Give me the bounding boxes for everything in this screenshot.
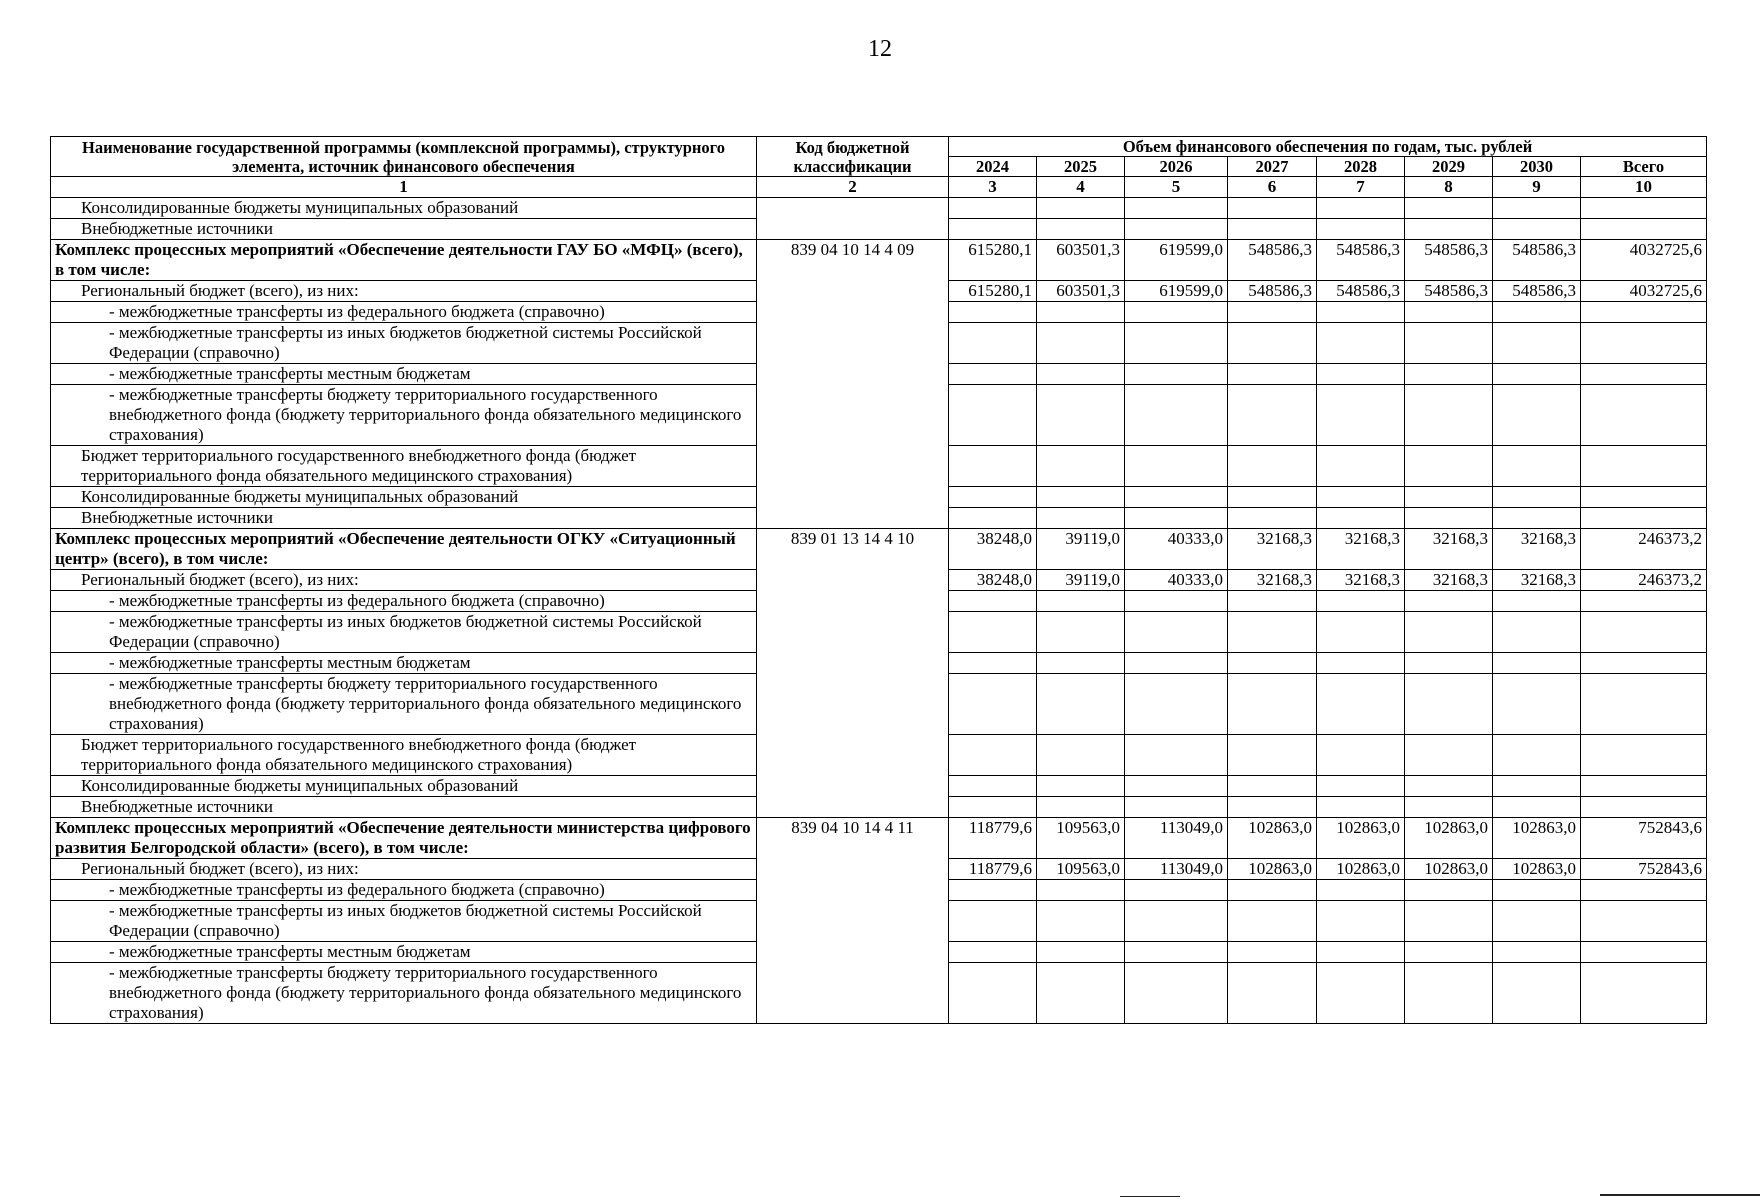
value-year xyxy=(1317,735,1405,776)
value-year xyxy=(1405,591,1493,612)
value-year: 548586,3 xyxy=(1405,281,1493,302)
value-year xyxy=(1037,385,1125,446)
value-year xyxy=(1405,446,1493,487)
value-year xyxy=(1493,302,1581,323)
value-year xyxy=(1405,198,1493,219)
value-year xyxy=(1405,302,1493,323)
value-total xyxy=(1581,674,1707,735)
value-year xyxy=(1405,385,1493,446)
value-year: 113049,0 xyxy=(1125,818,1228,859)
row-name: Региональный бюджет (всего), из них: xyxy=(51,570,757,591)
value-year xyxy=(1317,963,1405,1024)
value-year: 102863,0 xyxy=(1228,859,1317,880)
value-year xyxy=(1317,364,1405,385)
row-name: Комплекс процессных мероприятий «Обеспечение деятельности министерства цифрового развития Белгородской области» (всего), в том числе: xyxy=(51,818,757,859)
value-year: 603501,3 xyxy=(1037,281,1125,302)
year-header: 2030 xyxy=(1493,157,1581,177)
year-header: 2027 xyxy=(1228,157,1317,177)
year-header: 2029 xyxy=(1405,157,1493,177)
year-header: 2026 xyxy=(1125,157,1228,177)
value-year xyxy=(1125,487,1228,508)
value-year xyxy=(1493,364,1581,385)
row-name: Консолидированные бюджеты муниципальных образований xyxy=(51,776,757,797)
value-year: 548586,3 xyxy=(1493,240,1581,281)
value-year xyxy=(1228,591,1317,612)
value-year xyxy=(1405,674,1493,735)
column-number: 2 xyxy=(757,177,949,198)
value-total xyxy=(1581,364,1707,385)
value-year xyxy=(1493,508,1581,529)
row-name: Бюджет территориального государственного внебюджетного фонда (бюджет территориального фонда обязательного медицинского страхования) xyxy=(51,446,757,487)
row-name: - межбюджетные трансферты из иных бюджетов бюджетной системы Российской Федерации (справочно) xyxy=(51,612,757,653)
row-name: - межбюджетные трансферты местным бюджетам xyxy=(51,653,757,674)
value-year xyxy=(1037,219,1125,240)
column-header-code: Код бюджетной классификации xyxy=(757,137,949,177)
value-year xyxy=(1317,323,1405,364)
value-year xyxy=(1317,508,1405,529)
value-year xyxy=(1405,323,1493,364)
row-name: Региональный бюджет (всего), из них: xyxy=(51,281,757,302)
value-year xyxy=(1493,198,1581,219)
value-year xyxy=(949,323,1037,364)
value-year xyxy=(1493,446,1581,487)
value-year xyxy=(1037,776,1125,797)
value-year xyxy=(1405,901,1493,942)
value-year: 118779,6 xyxy=(949,818,1037,859)
value-year xyxy=(1405,880,1493,901)
value-year xyxy=(949,508,1037,529)
column-number: 8 xyxy=(1405,177,1493,198)
footer-rule xyxy=(1600,1194,1760,1196)
row-name: - межбюджетные трансферты бюджету территориального государственного внебюджетного фонда (бюджету территориального фонда обязательного медицинского страхования) xyxy=(51,674,757,735)
value-total: 246373,2 xyxy=(1581,570,1707,591)
value-total xyxy=(1581,901,1707,942)
value-year xyxy=(1493,735,1581,776)
value-year: 38248,0 xyxy=(949,570,1037,591)
value-year xyxy=(1493,963,1581,1024)
value-year xyxy=(1125,219,1228,240)
value-year xyxy=(949,487,1037,508)
row-name: Внебюджетные источники xyxy=(51,797,757,818)
value-year xyxy=(1405,364,1493,385)
value-year xyxy=(1317,797,1405,818)
value-total xyxy=(1581,880,1707,901)
table-body xyxy=(51,198,1707,1024)
value-year: 38248,0 xyxy=(949,529,1037,570)
budget-code: 839 04 10 14 4 11 xyxy=(757,818,949,1024)
value-year xyxy=(949,942,1037,963)
page-number: 12 xyxy=(868,36,892,62)
budget-code xyxy=(757,198,949,240)
value-year: 619599,0 xyxy=(1125,281,1228,302)
financing-table xyxy=(50,136,1707,1024)
value-year xyxy=(1405,797,1493,818)
row-name: Комплекс процессных мероприятий «Обеспечение деятельности ГАУ БО «МФЦ» (всего), в том числе: xyxy=(51,240,757,281)
budget-code: 839 04 10 14 4 09 xyxy=(757,240,949,529)
value-year xyxy=(1317,653,1405,674)
year-header: 2024 xyxy=(949,157,1037,177)
value-year xyxy=(1125,901,1228,942)
value-year xyxy=(1405,735,1493,776)
value-year: 113049,0 xyxy=(1125,859,1228,880)
value-year xyxy=(1037,591,1125,612)
header-row-top xyxy=(51,137,1707,157)
value-year xyxy=(1228,901,1317,942)
value-year xyxy=(949,385,1037,446)
table-row xyxy=(51,529,1707,570)
value-total xyxy=(1581,735,1707,776)
value-year xyxy=(949,901,1037,942)
value-total xyxy=(1581,198,1707,219)
value-total: 752843,6 xyxy=(1581,859,1707,880)
value-year xyxy=(1125,302,1228,323)
value-year xyxy=(1037,674,1125,735)
value-year: 32168,3 xyxy=(1228,570,1317,591)
value-total xyxy=(1581,963,1707,1024)
value-total: 4032725,6 xyxy=(1581,240,1707,281)
value-year xyxy=(1493,591,1581,612)
row-name: - межбюджетные трансферты из федерального бюджета (справочно) xyxy=(51,591,757,612)
column-number: 7 xyxy=(1317,177,1405,198)
column-number: 5 xyxy=(1125,177,1228,198)
row-name: Внебюджетные источники xyxy=(51,508,757,529)
value-year xyxy=(1228,776,1317,797)
value-year: 32168,3 xyxy=(1493,529,1581,570)
value-year: 102863,0 xyxy=(1493,818,1581,859)
value-year xyxy=(1228,219,1317,240)
value-year xyxy=(1317,942,1405,963)
value-year xyxy=(1405,219,1493,240)
value-year xyxy=(1228,653,1317,674)
value-year xyxy=(1228,323,1317,364)
value-year: 32168,3 xyxy=(1405,570,1493,591)
value-year xyxy=(1037,302,1125,323)
value-year xyxy=(1317,198,1405,219)
value-year: 615280,1 xyxy=(949,281,1037,302)
value-year xyxy=(949,591,1037,612)
row-name: Внебюджетные источники xyxy=(51,219,757,240)
value-year xyxy=(1228,735,1317,776)
value-year xyxy=(1317,446,1405,487)
value-year xyxy=(1493,385,1581,446)
value-total xyxy=(1581,797,1707,818)
value-year xyxy=(949,302,1037,323)
value-total xyxy=(1581,323,1707,364)
value-total: 246373,2 xyxy=(1581,529,1707,570)
value-year xyxy=(949,674,1037,735)
value-year xyxy=(1125,508,1228,529)
value-year: 102863,0 xyxy=(1493,859,1581,880)
value-year: 109563,0 xyxy=(1037,818,1125,859)
value-year xyxy=(1405,508,1493,529)
row-name: Региональный бюджет (всего), из них: xyxy=(51,859,757,880)
year-header: Всего xyxy=(1581,157,1707,177)
table-row xyxy=(51,198,1707,219)
value-year xyxy=(1125,612,1228,653)
value-total: 752843,6 xyxy=(1581,818,1707,859)
value-total xyxy=(1581,302,1707,323)
value-year xyxy=(1493,653,1581,674)
value-year xyxy=(1228,364,1317,385)
value-year xyxy=(1493,674,1581,735)
value-year xyxy=(1037,198,1125,219)
value-total xyxy=(1581,591,1707,612)
value-year: 40333,0 xyxy=(1125,529,1228,570)
value-year xyxy=(1228,612,1317,653)
value-year xyxy=(1317,487,1405,508)
value-year xyxy=(1405,653,1493,674)
value-year: 548586,3 xyxy=(1405,240,1493,281)
table-row xyxy=(51,818,1707,859)
value-year xyxy=(1228,942,1317,963)
row-name: Комплекс процессных мероприятий «Обеспечение деятельности ОГКУ «Ситуационный центр» (всего), в том числе: xyxy=(51,529,757,570)
column-number: 3 xyxy=(949,177,1037,198)
column-number: 4 xyxy=(1037,177,1125,198)
row-name: - межбюджетные трансферты местным бюджетам xyxy=(51,364,757,385)
value-year xyxy=(1125,776,1228,797)
value-year xyxy=(1037,880,1125,901)
value-year xyxy=(1037,942,1125,963)
value-year: 32168,3 xyxy=(1317,529,1405,570)
value-year xyxy=(1037,487,1125,508)
value-total xyxy=(1581,942,1707,963)
row-name: - межбюджетные трансферты из иных бюджетов бюджетной системы Российской Федерации (справочно) xyxy=(51,901,757,942)
value-year xyxy=(1228,385,1317,446)
value-year: 40333,0 xyxy=(1125,570,1228,591)
value-year: 102863,0 xyxy=(1317,818,1405,859)
value-year xyxy=(1493,323,1581,364)
value-year: 102863,0 xyxy=(1405,818,1493,859)
row-name: Бюджет территориального государственного внебюджетного фонда (бюджет территориального фонда обязательного медицинского страхования) xyxy=(51,735,757,776)
value-year xyxy=(1228,674,1317,735)
value-year xyxy=(949,612,1037,653)
value-year xyxy=(1405,612,1493,653)
row-name: - межбюджетные трансферты из федерального бюджета (справочно) xyxy=(51,302,757,323)
value-year xyxy=(1228,487,1317,508)
value-year: 39119,0 xyxy=(1037,529,1125,570)
row-name: - межбюджетные трансферты из иных бюджетов бюджетной системы Российской Федерации (справочно) xyxy=(51,323,757,364)
value-year xyxy=(1493,219,1581,240)
value-year: 39119,0 xyxy=(1037,570,1125,591)
value-year xyxy=(1037,323,1125,364)
value-year xyxy=(1125,591,1228,612)
value-year xyxy=(1228,302,1317,323)
value-year: 32168,3 xyxy=(1405,529,1493,570)
year-header: 2025 xyxy=(1037,157,1125,177)
value-total xyxy=(1581,612,1707,653)
value-year: 102863,0 xyxy=(1317,859,1405,880)
value-year: 603501,3 xyxy=(1037,240,1125,281)
value-year xyxy=(1125,963,1228,1024)
value-year xyxy=(949,198,1037,219)
value-year xyxy=(1125,797,1228,818)
value-year: 32168,3 xyxy=(1228,529,1317,570)
value-year xyxy=(1317,674,1405,735)
value-year xyxy=(949,653,1037,674)
value-year xyxy=(949,963,1037,1024)
value-year xyxy=(1493,942,1581,963)
value-year xyxy=(949,735,1037,776)
value-year xyxy=(949,880,1037,901)
value-year xyxy=(1493,901,1581,942)
value-year xyxy=(1037,963,1125,1024)
value-year xyxy=(1125,653,1228,674)
value-year xyxy=(1317,901,1405,942)
value-year xyxy=(1228,797,1317,818)
value-year xyxy=(1493,797,1581,818)
value-year xyxy=(1125,942,1228,963)
column-number: 10 xyxy=(1581,177,1707,198)
value-year xyxy=(949,219,1037,240)
value-total xyxy=(1581,653,1707,674)
column-number: 6 xyxy=(1228,177,1317,198)
value-year xyxy=(1228,508,1317,529)
column-number: 9 xyxy=(1493,177,1581,198)
value-year xyxy=(1317,302,1405,323)
value-year xyxy=(1037,508,1125,529)
value-year xyxy=(1405,776,1493,797)
value-year: 548586,3 xyxy=(1228,281,1317,302)
value-year xyxy=(1037,612,1125,653)
value-total xyxy=(1581,385,1707,446)
value-total xyxy=(1581,508,1707,529)
value-year: 32168,3 xyxy=(1317,570,1405,591)
value-year: 615280,1 xyxy=(949,240,1037,281)
value-year xyxy=(949,776,1037,797)
value-year xyxy=(1317,591,1405,612)
value-year xyxy=(1125,198,1228,219)
value-total xyxy=(1581,487,1707,508)
column-header-volume: Объем финансового обеспечения по годам, тыс. рублей xyxy=(949,137,1707,157)
value-year xyxy=(1317,880,1405,901)
value-year xyxy=(949,446,1037,487)
value-year xyxy=(1317,776,1405,797)
value-year xyxy=(1493,776,1581,797)
value-year: 32168,3 xyxy=(1493,570,1581,591)
row-name: - межбюджетные трансферты бюджету территориального государственного внебюджетного фонда (бюджету территориального фонда обязательного медицинского страхования) xyxy=(51,385,757,446)
row-name: Консолидированные бюджеты муниципальных образований xyxy=(51,198,757,219)
value-year xyxy=(1125,735,1228,776)
value-year xyxy=(1037,364,1125,385)
row-name: Консолидированные бюджеты муниципальных образований xyxy=(51,487,757,508)
value-year xyxy=(1228,446,1317,487)
value-year xyxy=(1125,880,1228,901)
column-header-name: Наименование государственной программы (комплексной программы), структурного элемента, источник финансового обеспечения xyxy=(51,137,757,177)
year-header: 2028 xyxy=(1317,157,1405,177)
column-number: 1 xyxy=(51,177,757,198)
value-year xyxy=(1125,364,1228,385)
value-total: 4032725,6 xyxy=(1581,281,1707,302)
value-year xyxy=(1125,674,1228,735)
value-year xyxy=(1125,385,1228,446)
value-year: 548586,3 xyxy=(1228,240,1317,281)
value-year xyxy=(1037,653,1125,674)
value-year xyxy=(1405,487,1493,508)
value-year xyxy=(1228,963,1317,1024)
value-year: 548586,3 xyxy=(1317,281,1405,302)
row-name: - межбюджетные трансферты местным бюджетам xyxy=(51,942,757,963)
value-year: 109563,0 xyxy=(1037,859,1125,880)
value-year: 102863,0 xyxy=(1405,859,1493,880)
value-year xyxy=(1037,797,1125,818)
header-row-numbers xyxy=(51,177,1707,198)
value-year xyxy=(949,364,1037,385)
value-year: 118779,6 xyxy=(949,859,1037,880)
value-year: 102863,0 xyxy=(1228,818,1317,859)
value-year xyxy=(1228,198,1317,219)
footer-rule xyxy=(1120,1196,1180,1197)
value-total xyxy=(1581,446,1707,487)
value-year xyxy=(1493,880,1581,901)
value-year xyxy=(1405,963,1493,1024)
row-name: - межбюджетные трансферты из федерального бюджета (справочно) xyxy=(51,880,757,901)
row-name: - межбюджетные трансферты бюджету территориального государственного внебюджетного фонда (бюджету территориального фонда обязательного медицинского страхования) xyxy=(51,963,757,1024)
value-year xyxy=(949,797,1037,818)
value-year xyxy=(1493,487,1581,508)
value-year xyxy=(1317,612,1405,653)
value-total xyxy=(1581,219,1707,240)
budget-code: 839 01 13 14 4 10 xyxy=(757,529,949,818)
value-year xyxy=(1493,612,1581,653)
value-year: 548586,3 xyxy=(1493,281,1581,302)
value-year xyxy=(1037,735,1125,776)
table-row xyxy=(51,240,1707,281)
value-year xyxy=(1037,446,1125,487)
value-year xyxy=(1037,901,1125,942)
value-year: 548586,3 xyxy=(1317,240,1405,281)
value-year xyxy=(1125,323,1228,364)
value-total xyxy=(1581,776,1707,797)
value-year xyxy=(1317,385,1405,446)
value-year: 619599,0 xyxy=(1125,240,1228,281)
value-year xyxy=(1405,942,1493,963)
value-year xyxy=(1125,446,1228,487)
value-year xyxy=(1317,219,1405,240)
value-year xyxy=(1228,880,1317,901)
